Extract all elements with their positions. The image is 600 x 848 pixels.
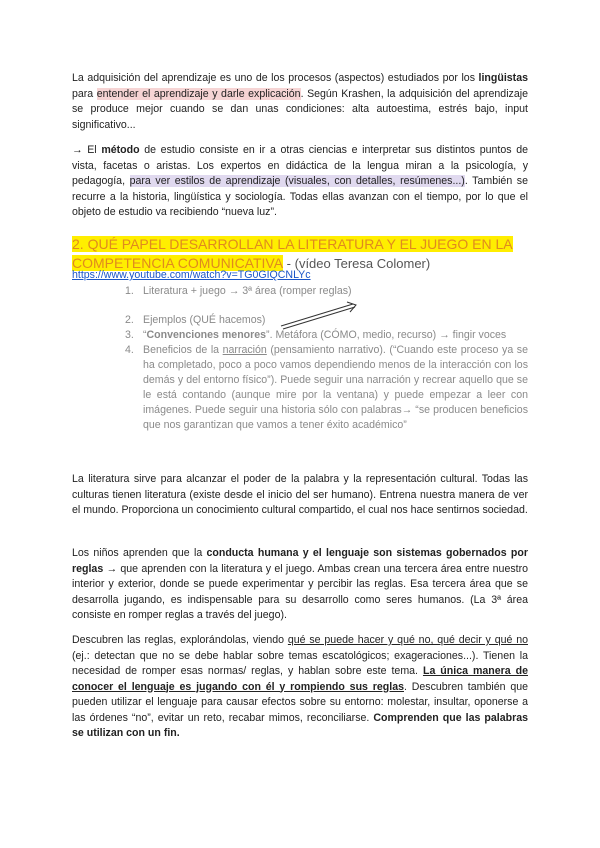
- text: . Según Krashen, la adquisición del aprendizaje se produce mejor cuando se dan unas condiciones: alta autoestima, estrés bajo, input significativo...: [72, 87, 528, 131]
- paragraph-literature: [72, 472, 528, 519]
- text: (ej.: detectan que no se debe hablar sobre temas escatológicos; exageraciones...). Tienen la necesidad de romper esas normas/ reglas, y hablan sobre este tema.: [72, 649, 528, 677]
- list-item: [72, 328, 528, 343]
- highlighted-text: para ver estilos de aprendizaje (visuales, con detalles, resúmenes...): [129, 175, 465, 187]
- youtube-link[interactable]: https://www.youtube.com/watch?v=TG0GIQCNLYc: [72, 269, 311, 281]
- heading-title: 2. QUÉ PAPEL DESARROLLAN LA LITERATURA Y EL JUEGO EN LA COMPETENCIA COMUNICATIVA: [72, 236, 513, 271]
- text: La adquisición del aprendizaje es uno de los procesos (aspectos) estudiados por los: [72, 72, 479, 84]
- section-heading: [72, 235, 528, 273]
- bold-term: método: [101, 144, 140, 156]
- heading-subtitle: - (vídeo Teresa Colomer): [283, 256, 431, 271]
- paragraph-rules: [72, 546, 528, 624]
- text: . También se recurre a la historia, lingüística y sociología. Todas ellas avanzan con el tiempo, por lo que el objeto de estudio va recibiendo “nueva luz”.: [72, 175, 528, 218]
- text: Descubren las reglas, explorándolas, viendo: [72, 634, 288, 646]
- list-text: “: [143, 329, 147, 341]
- list-number: 3.: [125, 329, 134, 341]
- list-number: 1.: [125, 285, 134, 297]
- list-text: Literatura + juego → 3ª área (romper reglas): [143, 285, 352, 297]
- list-text: Beneficios de la: [143, 344, 223, 356]
- list-underlined-text: narración: [222, 344, 267, 356]
- bold-text: Comprenden que las palabras se utilizan con un fin.: [72, 711, 528, 739]
- text: para: [72, 87, 97, 100]
- bold-term: lingüistas: [478, 72, 528, 84]
- list-number: 2.: [125, 314, 134, 326]
- paragraph-method: [72, 143, 528, 221]
- list-number: 4.: [125, 344, 134, 356]
- list-text: ”. Metáfora (CÓMO, medio, recurso) → fingir voces: [266, 329, 507, 341]
- text: de estudio consiste en ir a otras ciencias e interpretar sus distintos puntos de vista, facetas o aristas. Los expertos en didáctica de la lengua miran a la psicología, y pedagogía,: [72, 144, 528, 187]
- text: → que aprenden con la literatura y el juego. Ambas crean una tercera área entre nuestro interior y exterior, donde se puede experimentar y percibir las reglas. Esa tercera área que se desarrolla jugando, es indispensable para su desarrollo como seres humanos. (La 3ª área consiste en romper reglas a través del juego).: [72, 562, 528, 621]
- paragraph-acquisition: [72, 71, 528, 133]
- bold-underlined-text: La única manera de conocer el lenguaje es jugando con él y rompiendo sus reglas: [72, 665, 528, 693]
- list-bold-text: Convenciones menores: [146, 329, 267, 341]
- handwritten-arrow-icon: [279, 300, 359, 330]
- highlighted-text: entender el aprendizaje y darle explicación: [96, 87, 301, 100]
- paragraph-discover: [72, 633, 528, 742]
- text: Los niños aprenden que la: [72, 547, 207, 559]
- bold-text: conducta humana y el lenguaje son sistemas gobernados por reglas: [72, 547, 528, 575]
- list-item: [72, 284, 528, 299]
- list-text: Ejemplos (QUÉ hacemos): [143, 314, 266, 326]
- text: . Descubren también que pueden utilizar el lenguaje para causar efectos sobre su entorno: molestar, insultar, oponerse a las órdenes “no”, evitar un reto, recabar mimos, reconciliarse.: [72, 680, 528, 724]
- list-text: (pensamiento narrativo). (“Cuando este proceso ya se ha completado, poco a poco vamos dependiendo menos de la interacción con los demás y del entorno físico”). Puede seguir una narración y recrear aquello que se le está contando (aunque mire por la ventana) y puede empezar a leer con imágenes. Puede seguir una historia sólo con palabras→ “se producen beneficios que nos garantizan que vamos a tener éxito académico”: [143, 344, 528, 431]
- text: La literatura sirve para alcanzar el poder de la palabra y la representación cultural. Todas las culturas tienen literatura (existe desde el inicio del ser humano). Entrena nuestra manera de ver el mundo. Proporciona un conocimiento cultural compartido, el cual nos hace sentirnos sociedad.: [72, 473, 528, 516]
- list-item: [72, 343, 528, 433]
- text: → El: [72, 144, 102, 156]
- underlined-text: qué se puede hacer y qué no, qué decir y qué no: [287, 634, 528, 646]
